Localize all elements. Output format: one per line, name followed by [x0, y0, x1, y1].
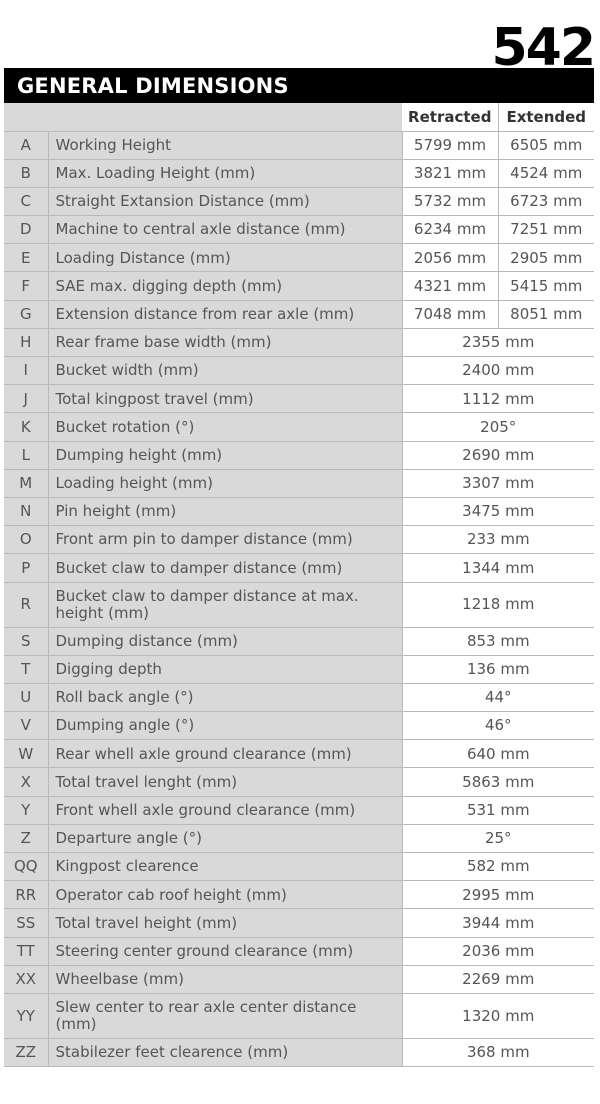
table-row [4, 712, 594, 740]
dimension-label: SAE max. digging depth (mm) [48, 272, 402, 300]
table-row [4, 937, 594, 965]
dimension-value: 2355 mm [402, 328, 594, 356]
dimension-label: Bucket claw to damper distance at max. height (mm) [48, 582, 402, 627]
dimension-label: Steering center ground clearance (mm) [48, 937, 402, 965]
dimension-value: 2690 mm [402, 441, 594, 469]
table-row [4, 881, 594, 909]
dimension-label: Pin height (mm) [48, 497, 402, 525]
dimension-code: ZZ [4, 1038, 48, 1066]
dimension-label: Wheelbase (mm) [48, 965, 402, 993]
dimension-value-extended: 7251 mm [498, 216, 594, 244]
table-row [4, 965, 594, 993]
table-row [4, 993, 594, 1038]
dimension-value: 46° [402, 712, 594, 740]
dimension-label: Bucket claw to damper distance (mm) [48, 554, 402, 582]
dimension-code: T [4, 655, 48, 683]
dimension-value: 2269 mm [402, 965, 594, 993]
table-row [4, 554, 594, 582]
dimension-value: 136 mm [402, 655, 594, 683]
dimension-value-extended: 8051 mm [498, 300, 594, 328]
dimension-value-retracted: 7048 mm [402, 300, 498, 328]
dimension-value: 5863 mm [402, 768, 594, 796]
dimension-label: Dumping distance (mm) [48, 627, 402, 655]
dimensions-table-body [4, 131, 594, 1067]
table-row [4, 441, 594, 469]
dimension-label: Dumping angle (°) [48, 712, 402, 740]
dimension-code: U [4, 683, 48, 711]
table-row [4, 627, 594, 655]
dimension-value: 1218 mm [402, 582, 594, 627]
dimension-label: Bucket width (mm) [48, 357, 402, 385]
table-row [4, 526, 594, 554]
dimension-value: 205° [402, 413, 594, 441]
dimension-value: 640 mm [402, 740, 594, 768]
dimension-code: XX [4, 965, 48, 993]
dimension-value: 853 mm [402, 627, 594, 655]
dimension-value: 44° [402, 683, 594, 711]
table-row [4, 216, 594, 244]
table-row [4, 300, 594, 328]
dimension-code: I [4, 357, 48, 385]
dimension-code: YY [4, 993, 48, 1038]
table-row [4, 413, 594, 441]
table-row [4, 582, 594, 627]
dimension-value: 582 mm [402, 853, 594, 881]
dimension-code: J [4, 385, 48, 413]
dimension-label: Loading Distance (mm) [48, 244, 402, 272]
dimension-value: 233 mm [402, 526, 594, 554]
dimension-value-retracted: 5732 mm [402, 187, 498, 215]
dimension-code: A [4, 131, 48, 159]
dimension-label: Straight Extansion Distance (mm) [48, 187, 402, 215]
dimension-label: Extension distance from rear axle (mm) [48, 300, 402, 328]
dimension-label: Kingpost clearence [48, 853, 402, 881]
dimension-code: QQ [4, 853, 48, 881]
table-row [4, 740, 594, 768]
table-row [4, 768, 594, 796]
dimension-label: Total kingpost travel (mm) [48, 385, 402, 413]
dimension-value: 3307 mm [402, 469, 594, 497]
dimension-value: 2995 mm [402, 881, 594, 909]
dimension-value-retracted: 2056 mm [402, 244, 498, 272]
dimension-value-retracted: 5799 mm [402, 131, 498, 159]
dimension-label: Departure angle (°) [48, 824, 402, 852]
table-row [4, 824, 594, 852]
table-row [4, 497, 594, 525]
dimension-code: G [4, 300, 48, 328]
dimension-value-extended: 6723 mm [498, 187, 594, 215]
dimension-label: Front arm pin to damper distance (mm) [48, 526, 402, 554]
dimension-code: K [4, 413, 48, 441]
table-row [4, 328, 594, 356]
dimension-label: Total travel height (mm) [48, 909, 402, 937]
dimension-label: Digging depth [48, 655, 402, 683]
dimension-label: Dumping height (mm) [48, 441, 402, 469]
table-row [4, 1038, 594, 1066]
dimension-value: 3944 mm [402, 909, 594, 937]
dimension-code: M [4, 469, 48, 497]
dimension-code: Z [4, 824, 48, 852]
dimension-code: D [4, 216, 48, 244]
table-row [4, 385, 594, 413]
dimension-label: Working Height [48, 131, 402, 159]
dimension-code: H [4, 328, 48, 356]
dimension-code: R [4, 582, 48, 627]
dimension-value-retracted: 6234 mm [402, 216, 498, 244]
model-number: 542 [491, 18, 594, 78]
dimension-value: 1320 mm [402, 993, 594, 1038]
dimension-label: Roll back angle (°) [48, 683, 402, 711]
dimension-code: TT [4, 937, 48, 965]
dimension-value: 3475 mm [402, 497, 594, 525]
column-header-retracted: Retracted [402, 103, 498, 131]
dimension-code: S [4, 627, 48, 655]
table-row [4, 159, 594, 187]
dimension-value: 1112 mm [402, 385, 594, 413]
dimension-label: Loading height (mm) [48, 469, 402, 497]
dimension-code: RR [4, 881, 48, 909]
dimension-code: E [4, 244, 48, 272]
dimension-code: O [4, 526, 48, 554]
dimension-label: Bucket rotation (°) [48, 413, 402, 441]
table-header-row [4, 103, 594, 131]
table-row [4, 469, 594, 497]
section-title: GENERAL DIMENSIONS [17, 74, 289, 98]
dimension-value: 1344 mm [402, 554, 594, 582]
dimension-label: Slew center to rear axle center distance (mm) [48, 993, 402, 1038]
dimension-label: Front whell axle ground clearance (mm) [48, 796, 402, 824]
dimension-code: P [4, 554, 48, 582]
dimension-value: 2036 mm [402, 937, 594, 965]
dimension-value-retracted: 4321 mm [402, 272, 498, 300]
header-blank-cell [4, 103, 402, 131]
dimension-value: 2400 mm [402, 357, 594, 385]
dimension-code: X [4, 768, 48, 796]
dimension-label: Rear frame base width (mm) [48, 328, 402, 356]
table-row [4, 796, 594, 824]
dimension-code: V [4, 712, 48, 740]
dimension-label: Machine to central axle distance (mm) [48, 216, 402, 244]
table-row [4, 655, 594, 683]
dimensions-table [4, 103, 594, 1067]
dimension-label: Operator cab roof height (mm) [48, 881, 402, 909]
dimension-code: L [4, 441, 48, 469]
table-row [4, 244, 594, 272]
dimension-value-extended: 5415 mm [498, 272, 594, 300]
table-row [4, 909, 594, 937]
table-row [4, 357, 594, 385]
dimension-code: Y [4, 796, 48, 824]
dimension-value: 531 mm [402, 796, 594, 824]
dimension-code: SS [4, 909, 48, 937]
table-row [4, 272, 594, 300]
table-row [4, 131, 594, 159]
table-row [4, 683, 594, 711]
dimension-code: C [4, 187, 48, 215]
table-row [4, 187, 594, 215]
dimension-code: N [4, 497, 48, 525]
column-header-extended: Extended [498, 103, 594, 131]
dimension-value-extended: 6505 mm [498, 131, 594, 159]
dimension-value: 25° [402, 824, 594, 852]
dimension-label: Stabilezer feet clearence (mm) [48, 1038, 402, 1066]
dimension-code: B [4, 159, 48, 187]
table-row [4, 853, 594, 881]
dimension-value-extended: 4524 mm [498, 159, 594, 187]
dimension-code: F [4, 272, 48, 300]
dimension-value-retracted: 3821 mm [402, 159, 498, 187]
dimension-label: Max. Loading Height (mm) [48, 159, 402, 187]
dimension-value: 368 mm [402, 1038, 594, 1066]
dimension-value-extended: 2905 mm [498, 244, 594, 272]
dimension-label: Rear whell axle ground clearance (mm) [48, 740, 402, 768]
dimension-code: W [4, 740, 48, 768]
dimension-label: Total travel lenght (mm) [48, 768, 402, 796]
